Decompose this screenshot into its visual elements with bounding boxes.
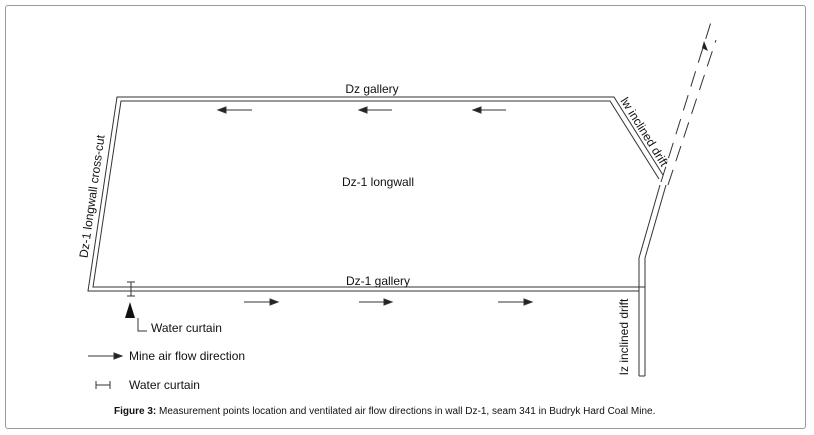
caption-prefix: Figure 3:: [114, 406, 157, 417]
legend-air-flow-label: Mine air flow direction: [129, 349, 246, 363]
water-curtain-pointer-icon: [125, 302, 135, 318]
dz1-gallery-arrows: [244, 299, 532, 305]
air-flow-arrow: [244, 299, 278, 305]
water-curtain-leader: [138, 318, 147, 331]
water-curtain-point-label: Water curtain: [151, 321, 222, 335]
legend-water-curtain-icon: [96, 381, 110, 389]
air-flow-arrow: [218, 107, 252, 113]
lw-inclined-drift-label: lw inclined drift: [617, 94, 672, 169]
air-flow-arrow: [498, 299, 532, 305]
iz-inclined-drift-label: Iz inclined drift: [617, 298, 631, 376]
dz1-gallery-label: Dz-1 gallery: [345, 274, 411, 288]
dz1-longwall-label: Dz-1 longwall: [341, 175, 415, 189]
air-flow-arrow: [359, 299, 392, 305]
legend-air-flow-icon: [88, 353, 122, 359]
crosscut-label: Dz-1 longwall cross-cut: [76, 134, 108, 259]
air-flow-arrow: [473, 107, 506, 113]
drift-connector-left: [639, 185, 660, 291]
legend-water-curtain-label: Water curtain: [129, 378, 200, 392]
legend: [88, 349, 245, 392]
caption-text: Measurement points location and ventilated air flow directions in wall Dz-1, seam 341 in Budryk Hard Coal Mine.: [156, 406, 656, 417]
figure-caption: [114, 406, 655, 417]
air-flow-arrow: [359, 107, 392, 113]
dz-gallery-arrows: [218, 107, 506, 113]
water-curtain-marker: [127, 282, 135, 296]
dz-gallery-label: Dz gallery: [345, 82, 399, 96]
